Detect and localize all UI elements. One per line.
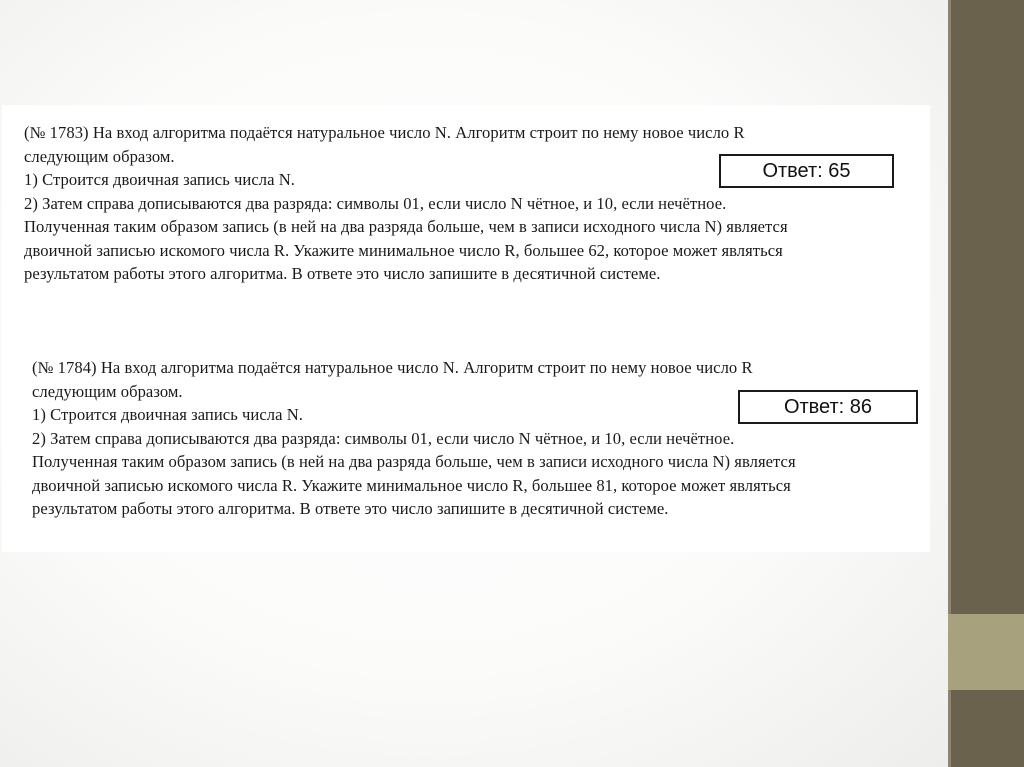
answer-box-1783: Ответ: 65 — [719, 154, 894, 188]
task-line: 2) Затем справа дописываются два разряда: символы 01, если число N чётное, и 10, если нечётное. — [24, 193, 727, 213]
task-line: 2) Затем справа дописываются два разряда: символы 01, если число N чётное, и 10, если нечётное. — [32, 428, 735, 448]
task-line: следующим образом. — [32, 381, 183, 401]
answer-box-1784: Ответ: 86 — [738, 390, 918, 424]
task-1784 — [32, 356, 796, 521]
task-line: 1) Строится двоичная запись числа N. — [24, 170, 295, 189]
task-line: Полученная таким образом запись (в ней на два разряда больше, чем в записи исходного числа N) является — [24, 217, 788, 236]
side-decor-accent — [948, 614, 1024, 690]
task-line: 1) Строится двоичная запись числа N. — [32, 405, 303, 424]
task-line: двоичной записью искомого числа R. Укажите минимальное число R, большее 62, которое может являться — [24, 240, 783, 260]
task-line: двоичной записью искомого числа R. Укажите минимальное число R, большее 81, которое может являться — [32, 475, 791, 495]
task-line: Полученная таким образом запись (в ней на два разряда больше, чем в записи исходного числа N) является — [32, 452, 796, 471]
task-line: (№ 1783) На вход алгоритма подаётся натуральное число N. Алгоритм строит по нему новое число R — [24, 123, 745, 142]
task-line: результатом работы этого алгоритма. В ответе это число запишите в десятичной системе. — [24, 264, 661, 283]
task-line: (№ 1784) На вход алгоритма подаётся натуральное число N. Алгоритм строит по нему новое число R — [32, 358, 753, 377]
task-line: следующим образом. — [24, 146, 175, 166]
task-1783 — [24, 121, 788, 286]
task-line: результатом работы этого алгоритма. В ответе это число запишите в десятичной системе. — [32, 499, 669, 518]
